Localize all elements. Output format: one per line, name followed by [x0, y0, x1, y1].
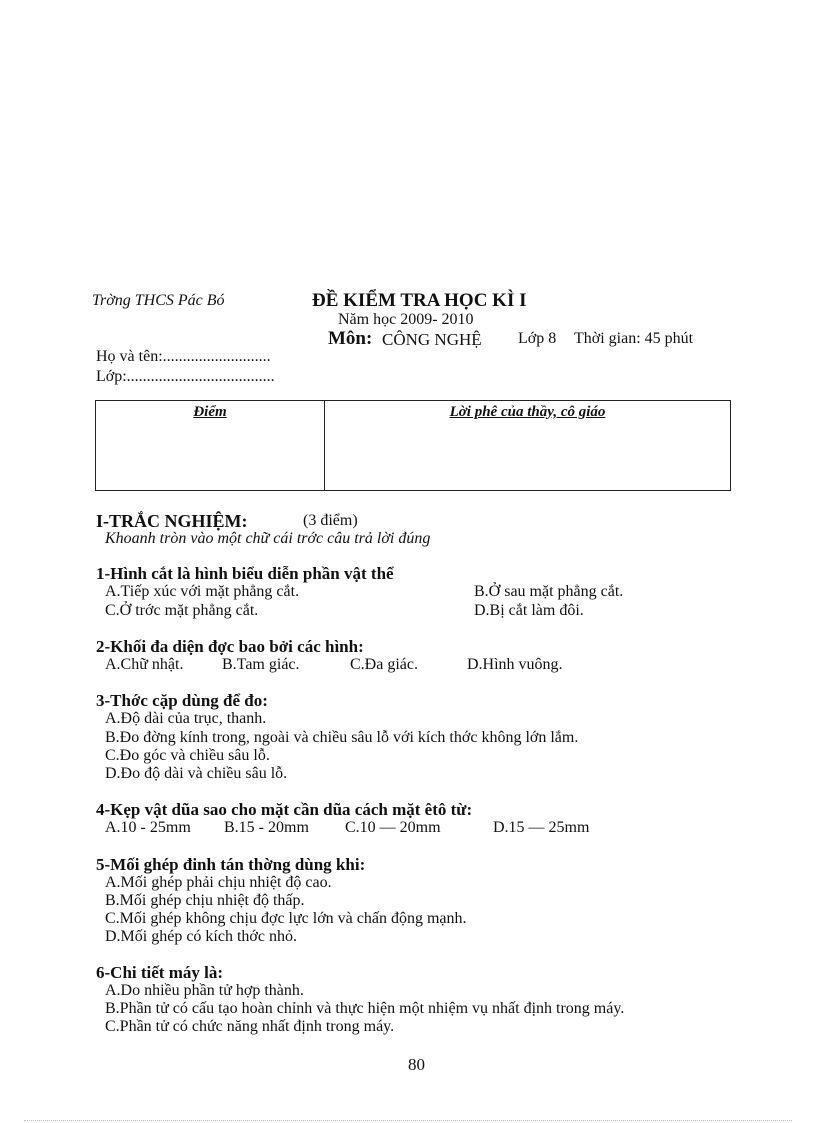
grade-table [95, 400, 731, 491]
answer-option[interactable]: C.Đo góc và chiều sâu lỗ. [105, 747, 270, 764]
class-info: Lớp 8 [518, 330, 557, 347]
question-title: 2-Khối đa diện đợc bao bởi các hình: [96, 637, 364, 656]
answer-option[interactable]: D.Mối ghép có kích thớc nhỏ. [105, 928, 297, 945]
grade-cell[interactable] [96, 401, 325, 490]
answer-option[interactable]: B.15 - 20mm [224, 819, 309, 836]
answer-option[interactable]: D.Đo độ dài và chiều sâu lỗ. [105, 765, 288, 782]
comment-header: Lời phê của thầy, cô giáo [449, 404, 606, 420]
answer-option[interactable]: D.Hình vuông. [467, 656, 563, 673]
student-class-field[interactable]: Lớp:..................................... [96, 368, 275, 385]
answer-option[interactable]: C.Ở trớc mặt phẳng cắt. [105, 602, 259, 619]
answer-option[interactable]: B.Ở sau mặt phẳng cắt. [474, 583, 624, 600]
time-info: Thời gian: 45 phút [574, 330, 694, 347]
page-footer-divider [24, 1120, 792, 1121]
student-name-field[interactable]: Họ và tên:........................... [96, 348, 271, 365]
section-instruction: Khoanh tròn vào một chữ cái trớc câu trả lời đúng [105, 530, 431, 547]
answer-option[interactable]: B.Đo đờng kính trong, ngoài và chiều sâu lỗ với kích thớc không lớn lắm. [105, 729, 579, 746]
answer-option[interactable]: A.10 - 25mm [105, 819, 191, 836]
question-title: 4-Kẹp vật dũa sao cho mặt cần dũa cách mặt êtô từ: [96, 800, 473, 819]
exam-title: ĐỀ KIỂM TRA HỌC KÌ I [312, 290, 527, 311]
section-title: I-TRẮC NGHIỆM: [96, 511, 248, 531]
answer-option[interactable]: C.Đa giác. [350, 656, 418, 673]
answer-option[interactable]: C.Mối ghép không chịu đợc lực lớn và chấn động mạnh. [105, 910, 467, 927]
question-title: 6-Chi tiết máy là: [96, 963, 224, 982]
answer-option[interactable]: B.Phần tử có cấu tạo hoàn chỉnh và thực hiện một nhiệm vụ nhất định trong máy. [105, 1000, 625, 1017]
answer-option[interactable]: C.Phần tử có chức năng nhất định trong máy. [105, 1018, 395, 1035]
comment-cell[interactable] [325, 401, 730, 490]
answer-option[interactable]: D.15 — 25mm [493, 819, 590, 836]
school-year: Năm học 2009- 2010 [338, 311, 474, 328]
section-points: (3 điểm) [303, 512, 358, 529]
answer-option[interactable]: C.10 — 20mm [345, 819, 441, 836]
answer-option[interactable]: A.Tiếp xúc với mặt phẳng cắt. [105, 583, 300, 600]
page-number: 80 [408, 1055, 425, 1074]
answer-option[interactable]: A.Độ dài của trục, thanh. [105, 710, 267, 727]
answer-option[interactable]: B.Tam giác. [222, 656, 300, 673]
answer-option[interactable]: A.Mối ghép phải chịu nhiệt độ cao. [105, 874, 332, 891]
subject-label: Môn: [328, 328, 373, 349]
grade-header: Điểm [193, 404, 227, 420]
question-title: 5-Mối ghép đinh tán thờng dùng khi: [96, 855, 366, 874]
school-name: Trờng THCS Pác Bó [92, 292, 225, 309]
answer-option[interactable]: A.Do nhiều phần tử hợp thành. [105, 982, 304, 999]
answer-option[interactable]: B.Mối ghép chịu nhiệt độ thấp. [105, 892, 305, 909]
question-title: 1-Hình cắt là hình biểu diễn phần vật thể [96, 564, 394, 583]
subject-name: CÔNG NGHỆ [382, 330, 482, 349]
answer-option[interactable]: D.Bị cắt làm đôi. [474, 602, 584, 619]
answer-option[interactable]: A.Chữ nhật. [105, 656, 184, 673]
question-title: 3-Thớc cặp dùng để đo: [96, 691, 268, 710]
